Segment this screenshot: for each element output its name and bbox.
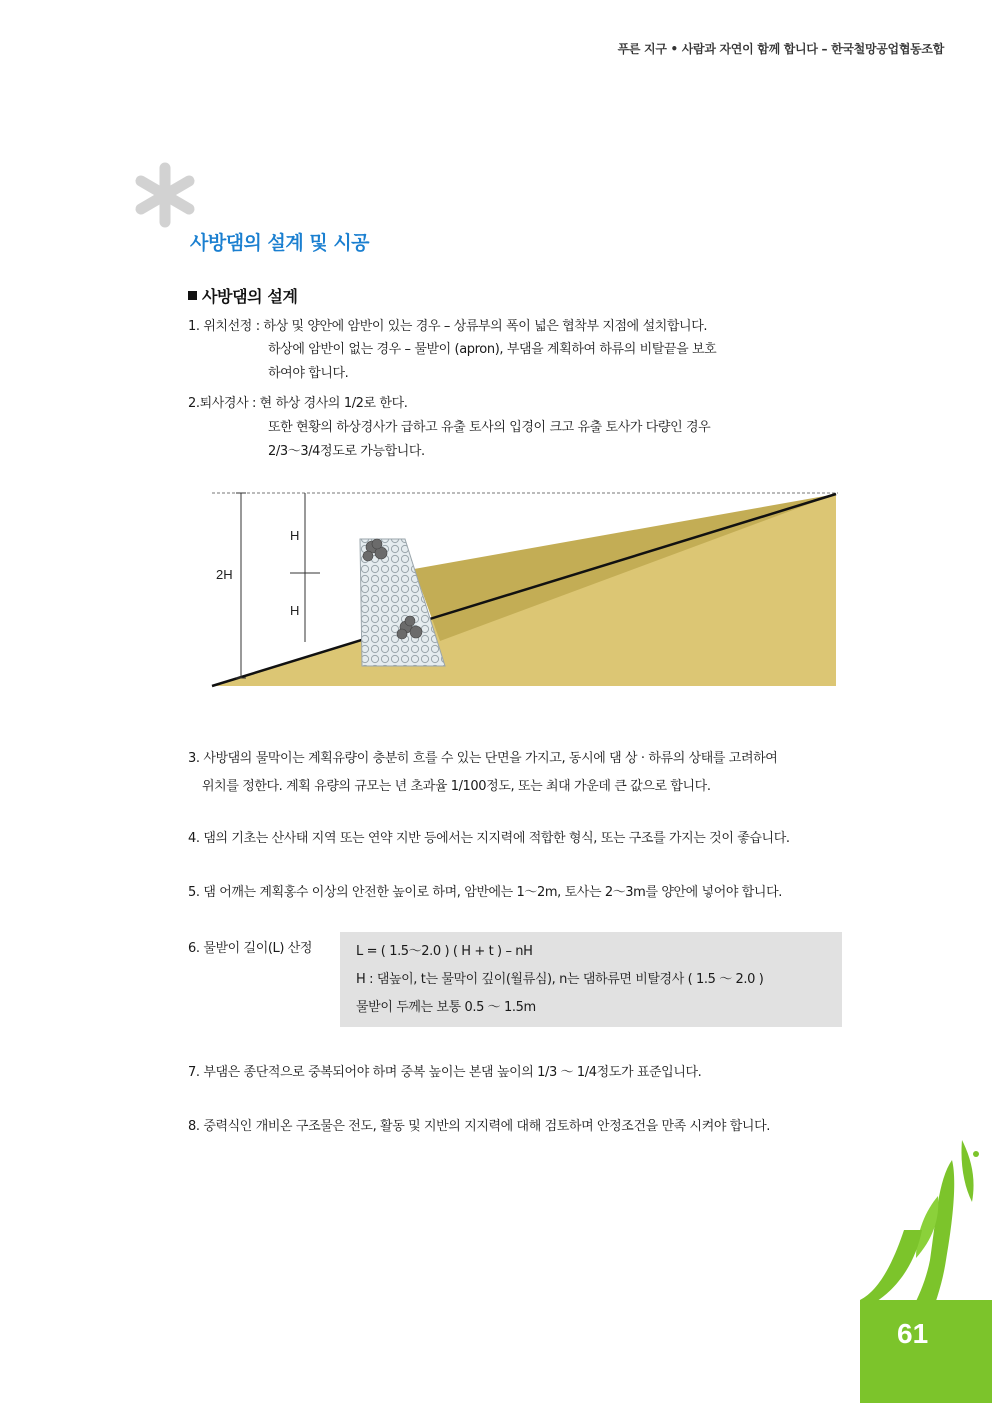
sabo-dam-cross-section-diagram <box>210 484 840 694</box>
subsection-title: 사방댐의 설계 <box>202 287 298 306</box>
item3-line1: 3. 사방댐의 물막이는 계획유량이 충분히 흐를 수 있는 단면을 가지고, 동시에 댐 상 · 하류의 상태를 고려하여 <box>188 751 778 766</box>
item1-line1: 1. 위치선정 : 하상 및 양안에 암반이 있는 경우 – 상류부의 폭이 넓은 협착부 지점에 설치합니다. <box>188 319 708 334</box>
item1-line2: 하상에 암반이 없는 경우 – 물받이 (apron), 부댐을 계획하여 하류의 비탈끝을 보호 <box>268 342 717 357</box>
item2-line1: 2.퇴사경사 : 현 하상 경사의 1/2로 한다. <box>188 396 408 411</box>
item7: 7. 부댐은 종단적으로 중복되어야 하며 중복 높이는 본댐 높이의 1/3 ～ 1/4정도가 표준입니다. <box>188 1065 702 1080</box>
label-2h: 2H <box>216 567 233 582</box>
item2-line3: 2/3～3/4정도로 가능합니다. <box>268 444 425 459</box>
item3-line2: 위치를 정한다. 계획 유량의 규모는 년 초과율 1/100정도, 또는 최대 가운데 큰 값으로 합니다. <box>202 779 711 794</box>
item6-label: 6. 물받이 길이(L) 산정 <box>188 941 313 956</box>
item5: 5. 댐 어깨는 계획홍수 이상의 안전한 높이로 하며, 암반에는 1～2m, 토사는 2～3m를 양안에 넣어야 합니다. <box>188 885 782 900</box>
section-title: 사방댐의 설계 및 시공 <box>190 232 370 254</box>
running-header: 푸른 지구 • 사람과 자연이 함께 합니다 – 한국철망공업협동조합 <box>617 42 944 56</box>
item4: 4. 댐의 기초는 산사태 지역 또는 연약 지반 등에서는 지지력에 적합한 형식, 또는 구조를 가지는 것이 좋습니다. <box>188 831 790 846</box>
formula-line1: L = ( 1.5～2.0 ) ( H + t ) – nH <box>356 944 533 959</box>
item1-line3: 하여야 합니다. <box>268 366 349 381</box>
label-h-bottom: H <box>290 603 300 618</box>
formula-line2: H : 댐높이, t는 물막이 깊이(월류심), n는 댐하류면 비탈경사 ( 1.5 ～ 2.0 ) <box>356 972 764 987</box>
page-number: 61 <box>897 1318 929 1349</box>
asterisk-icon <box>132 162 198 228</box>
square-bullet-icon <box>188 291 197 300</box>
formula-line3: 물받이 두께는 보통 0.5 ～ 1.5m <box>356 1000 536 1015</box>
formula-box <box>340 932 842 1027</box>
label-h-top: H <box>290 528 300 543</box>
green-leaf-decoration <box>860 1140 992 1403</box>
item2-line2: 또한 현황의 하상경사가 급하고 유출 토사의 입경이 크고 유출 토사가 다량인 경우 <box>268 420 711 435</box>
subsection-heading <box>188 284 298 307</box>
item8: 8. 중력식인 개비온 구조물은 전도, 활동 및 지반의 지지력에 대해 검토하며 안정조건을 만족 시켜야 합니다. <box>188 1119 770 1134</box>
